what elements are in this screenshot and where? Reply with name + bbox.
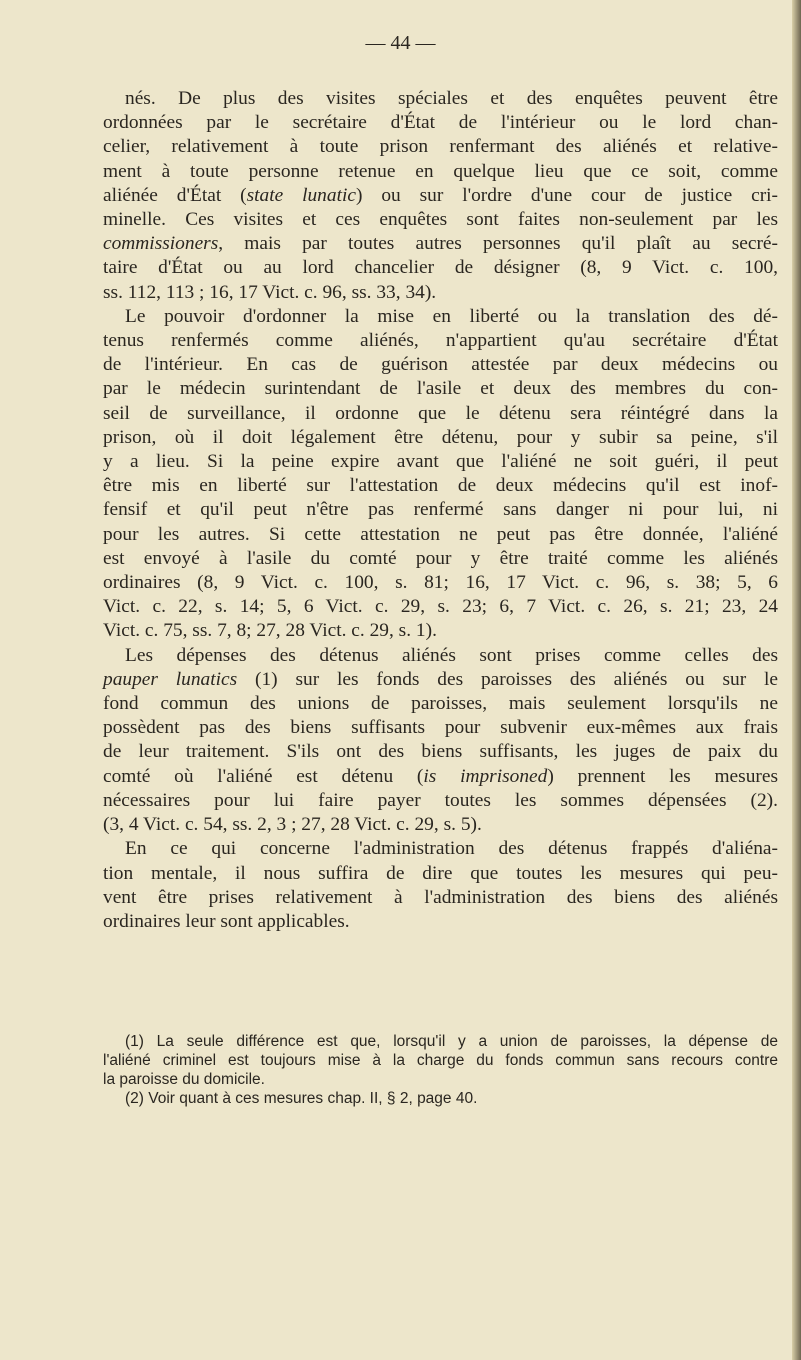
text-line (103, 571, 778, 595)
text-line (103, 789, 778, 813)
text-segment: est envoyé à l'asile du comté pour y être traité comme les aliénés (103, 547, 778, 569)
text-line (103, 426, 778, 450)
italic-text: state lunatic (246, 184, 356, 206)
text-line (103, 87, 778, 111)
text-segment: ordinaires leur sont applicables. (103, 910, 350, 932)
text-line (103, 668, 778, 692)
text-segment: tenus renfermés comme aliénés, n'appartient qu'au secrétaire d'État (103, 330, 778, 352)
text-segment: minelle. Ces visites et ces enquêtes sont faites non-seulement par les (103, 209, 778, 231)
text-line (103, 837, 778, 861)
text-line (103, 547, 778, 571)
text-line (103, 135, 778, 159)
text-line (103, 111, 778, 135)
italic-text: commissioners (103, 233, 219, 255)
text-segment: de leur traitement. S'ils ont des biens suffisants, les juges de paix du (103, 741, 778, 763)
footnote (103, 1089, 778, 1108)
text-segment: l'aliéné criminel est toujours mise à la charge du fonds commun sans recours contre (103, 1052, 778, 1069)
text-segment: ) ou sur l'ordre d'une cour de justice cri- (355, 184, 778, 206)
text-segment: taire d'État ou au lord chancelier de désigner (8, 9 Vict. c. 100, (103, 257, 778, 279)
text-line (103, 644, 778, 668)
text-segment: (1) sur les fonds des paroisses des aliénés ou sur le (237, 668, 778, 690)
text-segment: la paroisse du domicile. (103, 1071, 265, 1088)
text-segment: par le médecin surintendant de l'asile et deux des membres du con- (103, 378, 778, 400)
text-segment: prison, où il doit légalement être détenu, pour y subir sa peine, s'il (103, 426, 778, 448)
text-line (103, 184, 778, 208)
text-segment: nécessaires pour lui faire payer toutes les sommes dépensées (2). (103, 789, 778, 811)
text-line (103, 329, 778, 353)
text-line (103, 886, 778, 910)
text-segment: ) prennent les mesures (547, 765, 778, 787)
text-line (103, 450, 778, 474)
text-segment: ss. 112, 113 ; 16, 17 Vict. c. 96, ss. 33, 34). (103, 281, 437, 303)
text-line (103, 208, 778, 232)
text-line (103, 595, 778, 619)
text-line (103, 1089, 778, 1108)
text-line (103, 1051, 778, 1070)
text-segment: ment à toute personne retenue en quelque lieu que ce soit, comme (103, 160, 778, 182)
text-line (103, 353, 778, 377)
text-segment: de l'intérieur. En cas de guérison attestée par deux médecins ou (103, 354, 778, 376)
text-segment: celier, relativement à toute prison renfermant des aliénés et relative- (103, 136, 778, 158)
text-segment: (2) Voir quant à ces mesures chap. II, § 2, page 40. (125, 1090, 478, 1107)
text-segment: y a lieu. Si la peine expire avant que l'aliéné ne soit guéri, il peut (103, 451, 778, 473)
text-line (103, 305, 778, 329)
text-line (103, 474, 778, 498)
text-segment: Vict. c. 75, ss. 7, 8; 27, 28 Vict. c. 29, s. 1). (103, 620, 437, 642)
text-segment: tion mentale, il nous suffira de dire que toutes les mesures qui peu- (103, 862, 778, 884)
text-segment: comté où l'aliéné est détenu ( (103, 765, 424, 787)
text-line (103, 619, 778, 643)
text-line (103, 402, 778, 426)
italic-text: is imprisoned (423, 765, 548, 787)
text-line (103, 862, 778, 886)
paragraph (103, 87, 778, 305)
text-segment: aliénée d'État ( (103, 184, 247, 206)
page-edge (792, 0, 801, 1360)
text-segment: fensif et qu'il peut n'être pas renfermé sans danger ni pour lui, ni (103, 499, 778, 521)
page-number: — 44 — (365, 32, 436, 54)
text-segment: En ce qui concerne l'administration des détenus frappés d'aliéna- (125, 838, 778, 860)
text-line (103, 377, 778, 401)
text-segment: , mais par toutes autres personnes qu'il plaît au secré- (218, 233, 778, 255)
text-segment: ordinaires (8, 9 Vict. c. 100, s. 81; 16, 17 Vict. c. 96, s. 38; 5, 6 (103, 572, 778, 594)
text-line (103, 1070, 778, 1089)
text-line (103, 765, 778, 789)
text-line (103, 1032, 778, 1051)
paragraph (103, 305, 778, 644)
italic-text: pauper lunatics (103, 668, 238, 690)
text-segment: Vict. c. 22, s. 14; 5, 6 Vict. c. 29, s. 23; 6, 7 Vict. c. 26, s. 21; 23, 24 (103, 596, 778, 618)
text-segment: vent être prises relativement à l'administration des biens des aliénés (103, 886, 778, 908)
text-line (103, 232, 778, 256)
text-segment: ordonnées par le secrétaire d'État de l'intérieur ou le lord chan- (103, 112, 778, 134)
footnote (103, 1032, 778, 1089)
text-segment: nés. De plus des visites spéciales et des enquêtes peuvent être (125, 88, 778, 109)
text-line (103, 740, 778, 764)
text-segment: possèdent pas des biens suffisants pour subvenir eux-mêmes aux frais (103, 717, 778, 739)
footnotes (103, 1032, 778, 1108)
text-segment: (3, 4 Vict. c. 54, ss. 2, 3 ; 27, 28 Vict. c. 29, s. 5). (103, 814, 482, 836)
text-segment: pour les autres. Si cette attestation ne peut pas être donnée, l'aliéné (103, 523, 778, 545)
paragraph (103, 837, 778, 934)
text-line (103, 498, 778, 522)
text-segment: Les dépenses des détenus aliénés sont prises comme celles des (125, 644, 778, 666)
text-segment: fond commun des unions de paroisses, mais seulement lorsqu'ils ne (103, 693, 778, 715)
paragraph (103, 644, 778, 838)
text-line (103, 160, 778, 184)
body-text (103, 87, 778, 934)
text-segment: seil de surveillance, il ordonne que le détenu sera réintégré dans la (103, 402, 778, 424)
text-line (103, 523, 778, 547)
text-line (103, 256, 778, 280)
text-line (103, 281, 778, 305)
text-segment: Le pouvoir d'ordonner la mise en liberté ou la translation des dé- (125, 305, 778, 327)
text-segment: (1) La seule différence est que, lorsqu'il y a union de paroisses, la dépense de (125, 1033, 778, 1050)
text-line (103, 910, 778, 934)
text-line (103, 716, 778, 740)
text-line (103, 692, 778, 716)
text-line (103, 813, 778, 837)
text-segment: être mis en liberté sur l'attestation de deux médecins qu'il est inof- (103, 475, 778, 497)
